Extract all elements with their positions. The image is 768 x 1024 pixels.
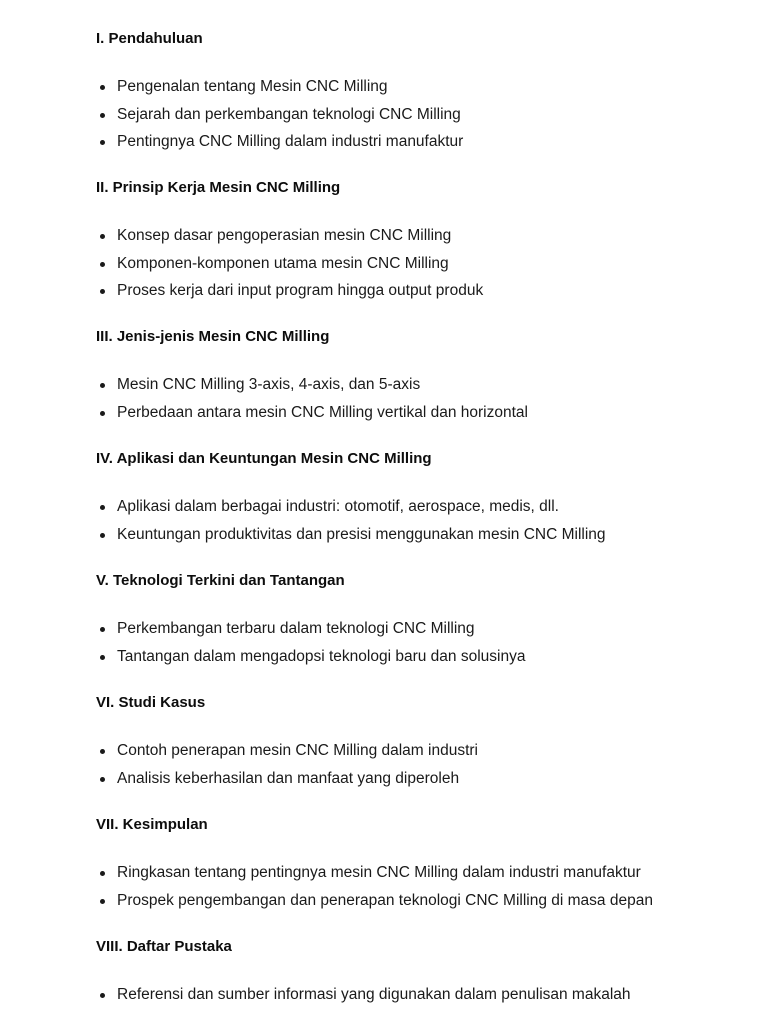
list-item: Prospek pengembangan dan penerapan teknologi CNC Milling di masa depan bbox=[96, 891, 736, 911]
section-studi-kasus bbox=[96, 693, 736, 796]
bullet-list bbox=[96, 619, 736, 667]
list-item: Pengenalan tentang Mesin CNC Milling bbox=[96, 77, 736, 97]
list-item: Pentingnya CNC Milling dalam industri manufaktur bbox=[96, 132, 736, 152]
list-item: Aplikasi dalam berbagai industri: otomotif, aerospace, medis, dll. bbox=[96, 497, 736, 517]
section-heading: V. Teknologi Terkini dan Tantangan bbox=[96, 572, 345, 589]
list-item: Perbedaan antara mesin CNC Milling vertikal dan horizontal bbox=[96, 403, 736, 423]
section-heading: VI. Studi Kasus bbox=[96, 694, 206, 711]
section-heading: VII. Kesimpulan bbox=[96, 816, 208, 833]
section-pendahuluan bbox=[96, 29, 736, 160]
list-item: Analisis keberhasilan dan manfaat yang diperoleh bbox=[96, 769, 736, 789]
section-jenis-mesin bbox=[96, 327, 736, 430]
bullet-list bbox=[96, 741, 736, 789]
list-item: Keuntungan produktivitas dan presisi menggunakan mesin CNC Milling bbox=[96, 525, 736, 545]
list-item: Ringkasan tentang pentingnya mesin CNC Milling dalam industri manufaktur bbox=[96, 863, 736, 883]
section-daftar-pustaka bbox=[96, 937, 736, 1013]
section-heading: II. Prinsip Kerja Mesin CNC Milling bbox=[96, 179, 341, 196]
section-teknologi-tantangan bbox=[96, 571, 736, 674]
bullet-list bbox=[96, 77, 736, 152]
section-prinsip-kerja bbox=[96, 178, 736, 309]
bullet-list bbox=[96, 985, 736, 1005]
section-heading: VIII. Daftar Pustaka bbox=[96, 938, 232, 955]
list-item: Konsep dasar pengoperasian mesin CNC Milling bbox=[96, 226, 736, 246]
section-kesimpulan bbox=[96, 815, 736, 918]
list-item: Mesin CNC Milling 3-axis, 4-axis, dan 5-axis bbox=[96, 375, 736, 395]
section-heading: IV. Aplikasi dan Keuntungan Mesin CNC Milling bbox=[96, 450, 432, 467]
section-aplikasi-keuntungan bbox=[96, 449, 736, 552]
section-heading: I. Pendahuluan bbox=[96, 30, 203, 47]
list-item: Proses kerja dari input program hingga output produk bbox=[96, 281, 736, 301]
list-item: Komponen-komponen utama mesin CNC Milling bbox=[96, 254, 736, 274]
list-item: Perkembangan terbaru dalam teknologi CNC Milling bbox=[96, 619, 736, 639]
bullet-list bbox=[96, 226, 736, 301]
bullet-list bbox=[96, 863, 736, 911]
section-heading: III. Jenis-jenis Mesin CNC Milling bbox=[96, 328, 330, 345]
list-item: Referensi dan sumber informasi yang digunakan dalam penulisan makalah bbox=[96, 985, 736, 1005]
list-item: Tantangan dalam mengadopsi teknologi baru dan solusinya bbox=[96, 647, 736, 667]
list-item: Contoh penerapan mesin CNC Milling dalam industri bbox=[96, 741, 736, 761]
bullet-list bbox=[96, 497, 736, 545]
list-item: Sejarah dan perkembangan teknologi CNC Milling bbox=[96, 105, 736, 125]
bullet-list bbox=[96, 375, 736, 423]
